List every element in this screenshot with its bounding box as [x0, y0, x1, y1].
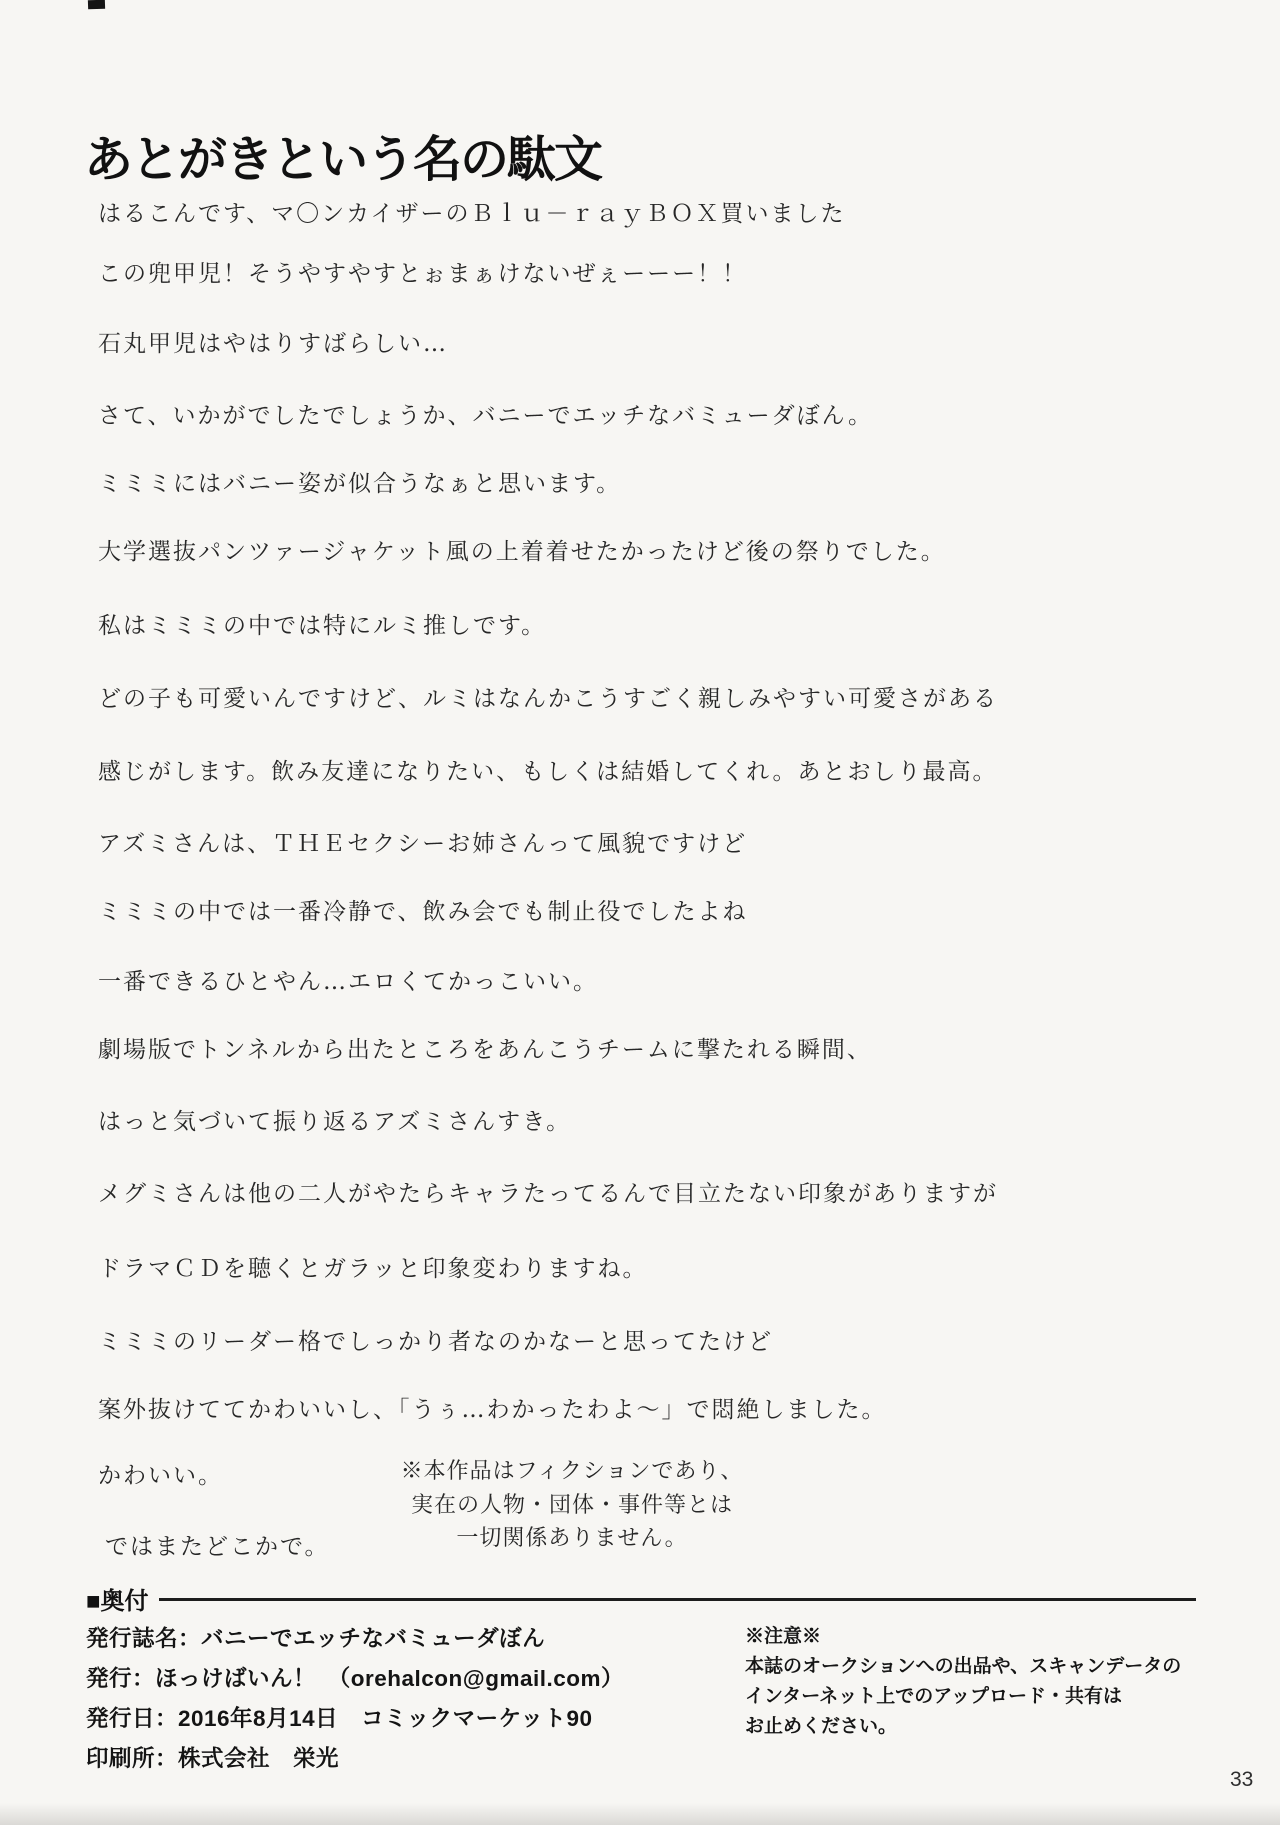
afterword-line: ミミミの中では一番冷静で、飲み会でも制止役でしたよね [98, 899, 748, 925]
afterword-line: 劇場版でトンネルから出たところをあんこうチームに撃たれる瞬間、 [98, 1037, 872, 1063]
colophon-divider-rule [159, 1598, 1197, 1601]
colophon-publisher: 発行：ほっけばいん！ （orehalcon@gmail.com） [86, 1666, 624, 1691]
disclaimer-line: 一切関係ありません。 [456, 1526, 688, 1551]
afterword-line: ミミミにはバニー姿が似合うなぁと思います。 [98, 471, 622, 497]
afterword-line: 石丸甲児はやはりすばらしい… [98, 331, 448, 357]
page-title: あとがきという名の駄文 [84, 132, 602, 187]
afterword-line: はるこんです、マ〇ンカイザーのＢｌｕ－ｒａｙＢＯＸ買いました [98, 201, 846, 227]
colophon-printer: 印刷所：株式会社 栄光 [86, 1746, 340, 1771]
colophon-heading: ■奥付 [86, 1588, 149, 1615]
disclaimer-line: 実在の人物・団体・事件等とは [410, 1492, 733, 1518]
upload-warning-notice [745, 1622, 1215, 1742]
fiction-disclaimer [398, 1455, 746, 1556]
afterword-closing-line: ではまたどこかで。 [105, 1534, 330, 1560]
afterword-line: 一番できるひとやん…エロくてかっこいい。 [98, 969, 598, 995]
notice-line: 本誌のオークションへの出品や、スキャンデータの [745, 1656, 1182, 1677]
scan-artifact-mark [88, 0, 105, 9]
afterword-line: この兜甲児！そうやすやすとぉまぁけないぜぇーーー！！ [98, 261, 748, 287]
afterword-line: かわいい。 [98, 1463, 223, 1489]
page-number: 33 [1230, 1768, 1254, 1791]
notice-line: お止めください。 [745, 1716, 898, 1737]
afterword-line: ミミミのリーダー格でしっかり者なのかなーと思ってたけど [98, 1329, 773, 1355]
colophon-publish-date: 発行日：2016年8月14日 コミックマーケット90 [86, 1706, 593, 1731]
afterword-line: 感じがします。飲み友達になりたい、もしくは結婚してくれ。あとおしり最高。 [98, 759, 998, 785]
disclaimer-line: ※本作品はフィクションであり、 [400, 1459, 744, 1484]
colophon-header [86, 1581, 1196, 1616]
afterword-line: ドラマＣＤを聴くとガラッと印象変わりますね。 [98, 1256, 648, 1282]
colophon-publication-name: 発行誌名：バニーでエッチなバミューダぼん [86, 1626, 546, 1651]
notice-title: ※注意※ [745, 1626, 822, 1647]
afterword-line: 大学選抜パンツァージャケット風の上着着せたかったけど後の祭りでした。 [98, 539, 946, 565]
afterword-line: 案外抜けててかわいいし、「うぅ…わかったわよ〜」で悶絶しました。 [98, 1397, 887, 1423]
afterword-line: さて、いかがでしたでしょうか、バニーでエッチなバミューダぼん。 [98, 403, 873, 429]
afterword-line: メグミさんは他の二人がやたらキャラたってるんで目立たない印象がありますが [98, 1181, 998, 1207]
colophon-entries [86, 1619, 624, 1779]
notice-line: インターネット上でのアップロード・共有は [745, 1686, 1122, 1707]
afterword-line: はっと気づいて振り返るアズミさんすき。 [98, 1109, 572, 1135]
afterword-line: アズミさんは、ＴＨＥセクシーお姉さんって風貌ですけど [98, 831, 748, 857]
afterword-line: 私はミミミの中では特にルミ推しです。 [98, 613, 547, 639]
afterword-line: どの子も可愛いんですけど、ルミはなんかこうすごく親しみやすい可愛さがある [98, 686, 998, 712]
